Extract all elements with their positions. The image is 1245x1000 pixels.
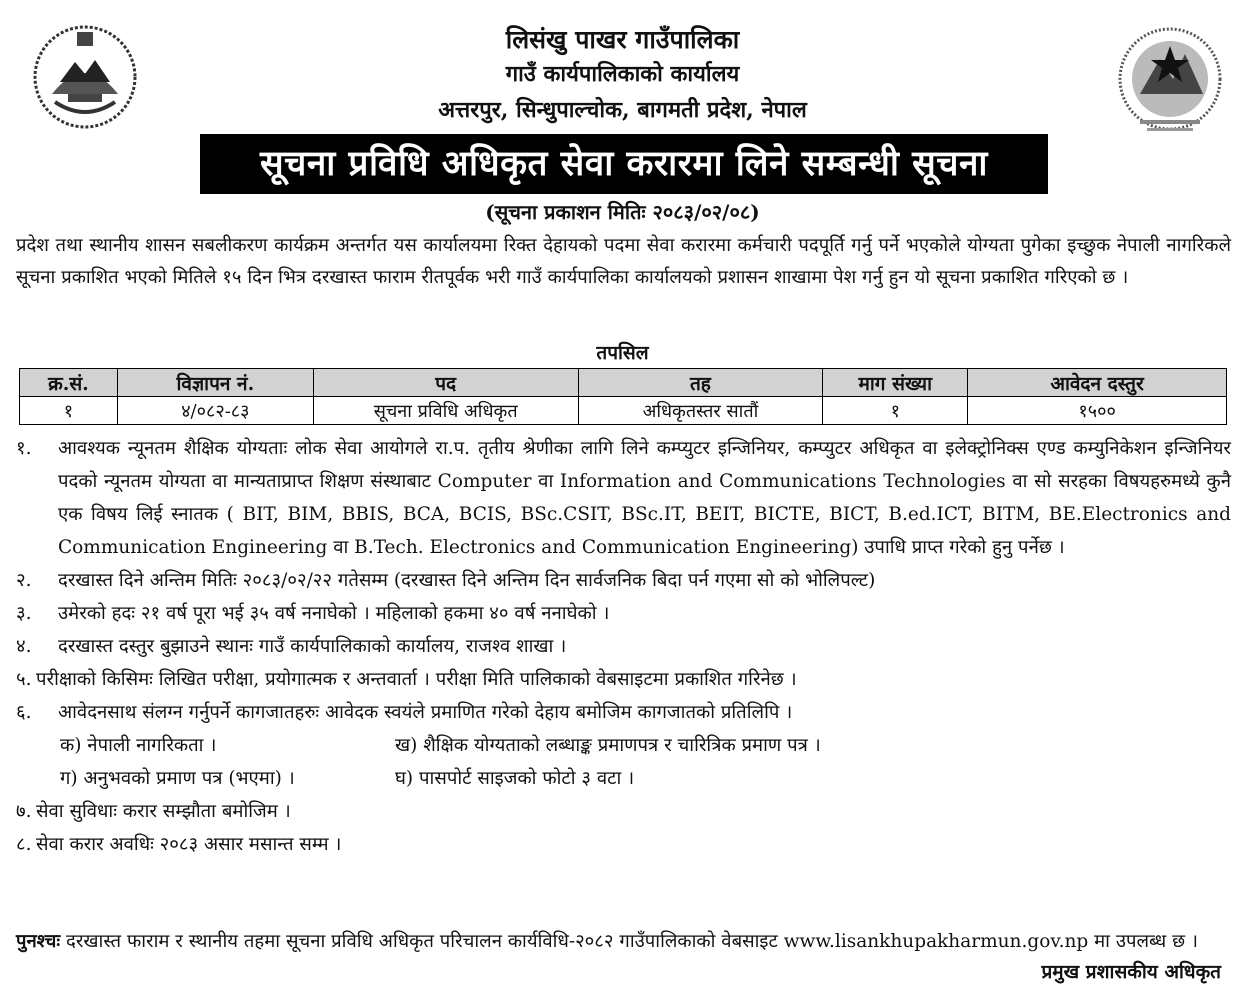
office-subtitle: गाउँ कार्यपालिकाको कार्यालय [505, 61, 740, 87]
cell-ad-number: ४/०८२-८३ [117, 397, 313, 425]
col-header-level: तह [578, 369, 823, 397]
document-academic: ख) शैक्षिक योग्यताको लब्धाङ्क प्रमाणपत्र र चारित्रिक प्रमाण पत्र । [395, 735, 821, 756]
col-header-ad-number: विज्ञापन नं. [117, 369, 313, 397]
item-text: उमेरको हदः २१ वर्ष पूरा भई ३५ वर्ष ननाघेको । महिलाको हकमा ४० वर्ष ननाघेको । [58, 603, 610, 624]
col-header-demand: माग संख्या [823, 369, 968, 397]
document-citizenship: क) नेपाली नागरिकता । [60, 735, 217, 756]
list-item [16, 663, 1231, 696]
cell-post: सूचना प्रविधि अधिकृत [313, 397, 578, 425]
list-item [16, 564, 1231, 597]
office-address: अत्तरपुर, सिन्धुपाल्चोक, बागमती प्रदेश, नेपाल [438, 97, 807, 123]
table-title: तपसिल [596, 342, 649, 364]
item-number: ८. [16, 834, 32, 855]
item-text: दरखास्त दिने अन्तिम मितिः २०८३/०२/२२ गतेसम्म (दरखास्त दिने अन्तिम दिन सार्वजनिक बिदा पर्न गएमा सो को भोलिपल्ट) [58, 570, 876, 591]
item-text: सेवा सुविधाः करार सम्झौता बमोजिम । [36, 801, 291, 822]
col-header-fee: आवेदन दस्तुर [968, 369, 1227, 397]
col-header-post: पद [313, 369, 578, 397]
col-header-serial: क्र.सं. [20, 369, 118, 397]
item-text: परीक्षाको किसिमः लिखित परीक्षा, प्रयोगात्मक र अन्तवार्ता । परीक्षा मिति पालिकाको वेबसाइटमा प्रकाशित गरिनेछ । [36, 669, 797, 690]
cell-serial: १ [20, 397, 118, 425]
cell-demand: १ [823, 397, 968, 425]
cell-fee: १५०० [968, 397, 1227, 425]
postscript [16, 926, 1231, 958]
item-number: २. [16, 570, 32, 591]
documents-row-2 [16, 762, 1231, 795]
document-photo: घ) पासपोर्ट साइजको फोटो ३ वटा । [395, 768, 635, 789]
vacancy-table [19, 368, 1227, 425]
list-item [16, 828, 1231, 861]
office-name: लिसंखु पाखर गाउँपालिका [505, 25, 740, 54]
item-text: सेवा करार अवधिः २०८३ असार मसान्त सम्म । [36, 834, 342, 855]
item-text: आवेदनसाथ संलग्न गर्नुपर्ने कागजातहरुः आवेदक स्वयंले प्रमाणित गरेको देहाय बमोजिम कागजातको प्रतिलिपि । [58, 702, 793, 723]
document-experience: ग) अनुभवको प्रमाण पत्र (भएमा) । [60, 768, 295, 789]
intro-paragraph: प्रदेश तथा स्थानीय शासन सबलीकरण कार्यक्रम अन्तर्गत यस कार्यालयमा रिक्त देहायको पदमा सेवा करारमा कर्मचारी पदपूर्ति गर्नु पर्ने भएकोले योग्यता पुगेका इच्छुक नेपाली नागरिकले सूचना प्रकाशित भएको मितिले १५ दिन भित्र दरखास्त फाराम रीतपूर्वक भरी गाउँ कार्यपालिका कार्यालयको प्रशासन शाखामा पेश गर्नु हुन यो सूचना प्रकाशित गरिएको छ । [16, 235, 1231, 288]
item-number: ५. [16, 669, 32, 690]
item-number: ७. [16, 801, 32, 822]
item-number: ४. [16, 636, 32, 657]
list-item [16, 630, 1231, 663]
list-item [16, 795, 1231, 828]
signature-title: प्रमुख प्रशासकीय अधिकृत [1041, 961, 1221, 983]
list-item [16, 696, 1231, 729]
item-number: १. [16, 438, 32, 459]
item-text: आवश्यक न्यूनतम शैक्षिक योग्यताः लोक सेवा आयोगले रा.प. तृतीय श्रेणीका लागि लिने कम्प्युटर इन्जिनियर, कम्प्युटर अधिकृत वा इलेक्ट्रोनिक्स एण्ड कम्युनिकेशन इन्जिनियर पदको न्यूनतम योग्यता वा मान्यताप्राप्त शिक्षण संस्थाबाट Computer वा Information and Communications Technologies वा सो सरहका विषयहरुमध्ये कुनै एक विषय लिई स्नातक ( BIT, BIM, BBIS, BCA, BCIS, BSc.CSIT, BSc.IT, BEIT, BICTE, BICT, B.ed.ICT, BITM, BE.Electronics and Communication Engineering वा B.Tech. Electronics and Communication Engineering) उपाधि प्राप्त गरेको हुनु पर्नेछ । [58, 438, 1231, 558]
postscript-text: दरखास्त फाराम र स्थानीय तहमा सूचना प्रविधि अधिकृत परिचालन कार्यविधि-२०८२ गाउँपालिकाको वेबसाइट www.lisankhupakharmun.gov.np मा उपलब्ध छ । [60, 931, 1198, 952]
list-item [16, 432, 1231, 564]
item-number: ३. [16, 603, 32, 624]
item-text: दरखास्त दस्तुर बुझाउने स्थानः गाउँ कार्यपालिकाको कार्यालय, राजश्व शाखा । [58, 636, 567, 657]
postscript-label: पुनश्चः [16, 931, 61, 952]
table-header-row [20, 369, 1227, 397]
notice-title-banner: सूचना प्रविधि अधिकृत सेवा करारमा लिने सम्बन्धी सूचना [200, 134, 1048, 194]
cell-level: अधिकृतस्तर सातौं [578, 397, 823, 425]
table-row [20, 397, 1227, 425]
documents-row-1 [16, 729, 1231, 762]
publication-date: (सूचना प्रकाशन मितिः २०८३/०२/०८) [485, 200, 760, 224]
conditions-list [16, 432, 1231, 861]
list-item [16, 597, 1231, 630]
item-number: ६. [16, 702, 32, 723]
